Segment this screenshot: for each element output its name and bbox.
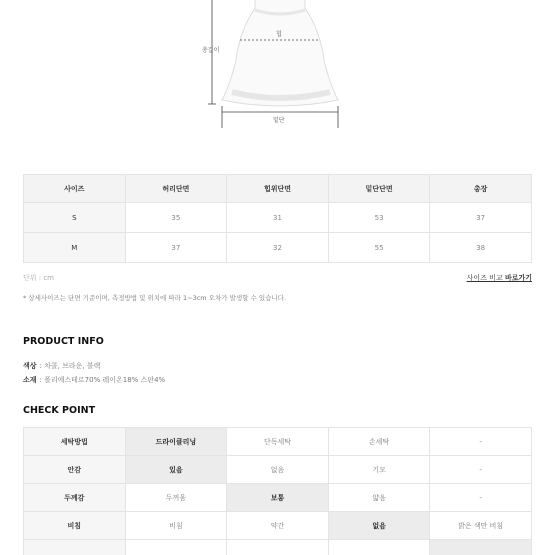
color-key: 색상 [23,362,37,370]
size-cell: S [24,203,126,233]
check-cell: - [430,456,532,484]
size-cell: 37 [430,203,532,233]
size-compare-link[interactable] [467,273,532,283]
hip-label: 힙 [276,31,282,38]
total-length-label: 총길이 [202,47,220,54]
size-header-cell: 힙위단면 [227,175,329,203]
check-cell: 없음 [227,456,329,484]
check-row-label: 비침 [24,512,126,540]
check-cell: 밝은 색만 비침 [430,512,532,540]
check-cell: 비침 [125,512,227,540]
check-row-lining [24,456,532,484]
color-info [23,361,100,371]
product-info-title: PRODUCT INFO [23,336,104,347]
check-cell: - [430,428,532,456]
check-cell: - [430,484,532,512]
size-cell: 38 [430,233,532,263]
size-cell: 55 [328,233,430,263]
size-cell: 53 [328,203,430,233]
size-compare-shortcut: 바로가기 [504,274,532,282]
size-table-header-row [24,175,532,203]
check-cell: 단독세탁 [227,428,329,456]
check-point-title: CHECK POINT [23,405,96,416]
check-cell-cropped [328,540,430,555]
check-cell-selected: 없음 [328,512,430,540]
skirt-outline [222,0,338,106]
check-cell-cropped [227,540,329,555]
check-row-see-through [24,512,532,540]
check-row-thickness [24,484,532,512]
size-table-row [24,233,532,263]
check-cell-cropped [430,540,532,555]
size-cell: 31 [227,203,329,233]
material-value: : 폴리에스테르70% 레이온18% 스판4% [39,376,166,384]
size-table-row [24,203,532,233]
check-point-table [23,427,532,555]
check-row-label: 세탁방법 [24,428,126,456]
size-header-cell: 총장 [430,175,532,203]
size-cell: 37 [125,233,227,263]
size-table [23,174,532,263]
check-row-label: 두께감 [24,484,126,512]
size-header-cell: 허리단면 [125,175,227,203]
size-cell: 35 [125,203,227,233]
check-cell: 손세탁 [328,428,430,456]
size-cell: 32 [227,233,329,263]
check-cell: 기모 [328,456,430,484]
check-cell-selected: 보통 [227,484,329,512]
check-row-label: 안감 [24,456,126,484]
color-value: : 차콜, 브라운, 블랙 [39,362,101,370]
size-header-cell: 사이즈 [24,175,126,203]
check-cell-selected: 있음 [125,456,227,484]
material-key: 소재 [23,376,37,384]
size-note: * 상세사이즈는 단면 기준이며, 측정방법 및 위치에 따라 1~3cm 오차가 발생할 수 있습니다. [23,294,287,302]
unit-label: 단위 : cm [23,274,55,282]
check-row-partial [24,540,532,555]
check-row-label-cropped [24,540,126,555]
check-cell: 얇음 [328,484,430,512]
measurement-diagram [0,0,555,135]
check-cell: 두꺼움 [125,484,227,512]
size-header-cell: 밑단단면 [328,175,430,203]
check-cell: 약간 [227,512,329,540]
check-row-washing [24,428,532,456]
check-cell-cropped [125,540,227,555]
hem-label: 밑단 [273,117,285,124]
check-cell-selected: 드라이클리닝 [125,428,227,456]
size-cell: M [24,233,126,263]
material-info [23,375,165,385]
size-compare-prefix: 사이즈 비교 [466,274,505,282]
